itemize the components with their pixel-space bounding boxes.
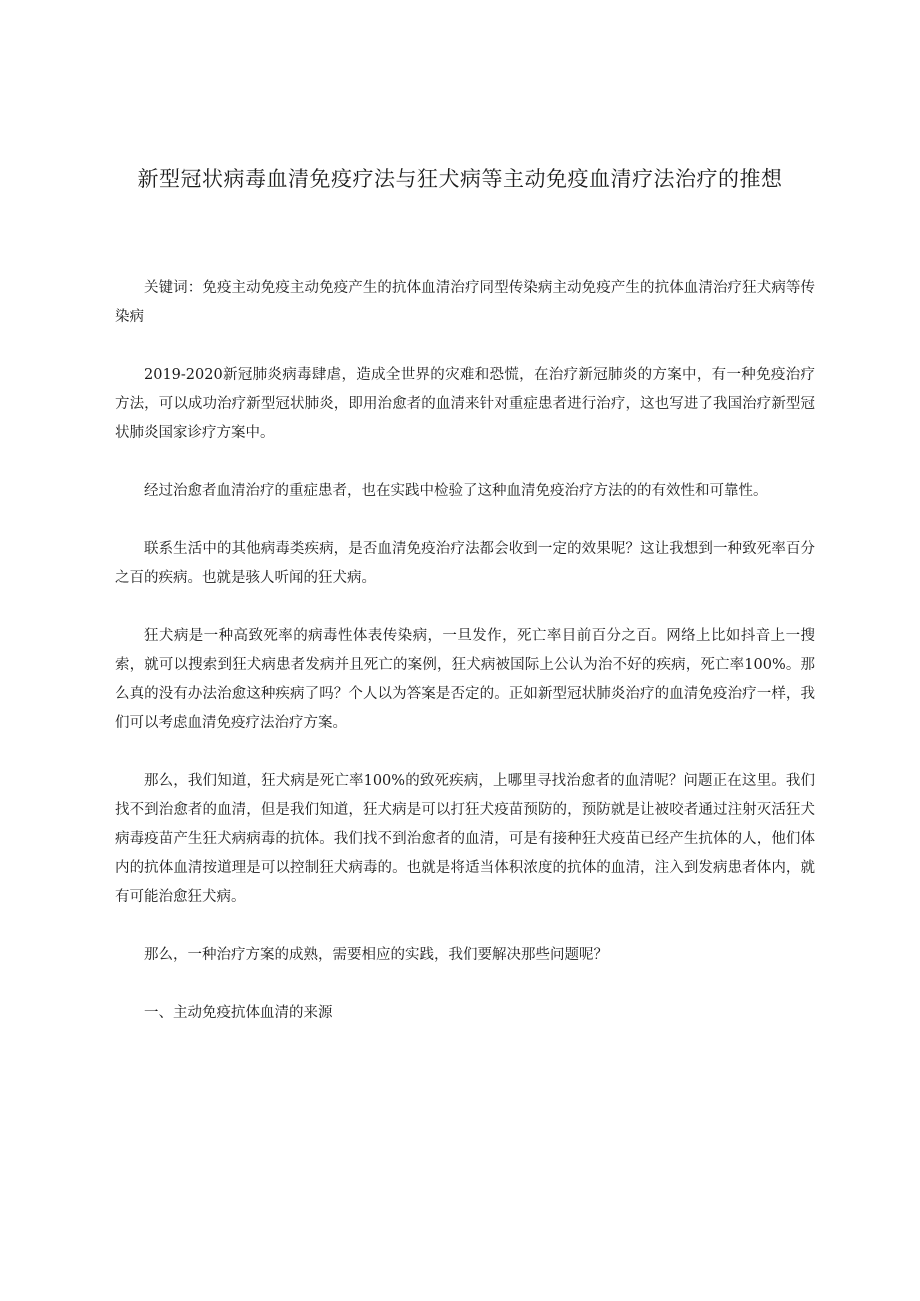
body-paragraph: 那么，一种治疗方案的成熟，需要相应的实践，我们要解决那些问题呢？ xyxy=(144,947,608,963)
body-paragraph: 狂犬病是一种高致死率的病毒性体表传染病，一旦发作，死亡率目前百分之百。网络上比如抖音上一搜索，就可以搜索到狂犬病患者发病并且死亡的案例，狂犬病被国际上公认为治不好的疾病，死亡率100%。那么真的没有办法治愈这种疾病了吗？个人以为答案是否定的。正如新型冠状肺炎治疗的血清免疫治疗一样，我们可以考虑血清免疫疗法治疗方案。 xyxy=(115,628,815,731)
body-paragraph: 经过治愈者血清治疗的重症患者，也在实践中检验了这种血清免疫治疗方法的的有效性和可靠性。 xyxy=(144,483,768,499)
body-paragraph: 联系生活中的其他病毒类疾病，是否血清免疫治疗法都会收到一定的效果呢？这让我想到一种致死率百分之百的疾病。也就是骇人听闻的狂犬病。 xyxy=(115,541,815,586)
section-heading: 一、主动免疫抗体血清的来源 xyxy=(144,1005,333,1021)
body-paragraph: 那么，我们知道，狂犬病是死亡率100%的致死疾病，上哪里寻找治愈者的血清呢？问题正在这里。我们找不到治愈者的血清，但是我们知道，狂犬病是可以打狂犬疫苗预防的，预防就是让被咬者通过注射灭活狂犬病毒疫苗产生狂犬病病毒的抗体。我们找不到治愈者的血清，可是有接种狂犬疫苗已经产生抗体的人，他们体内的抗体血清按道理是可以控制狂犬病毒的。也就是将适当体积浓度的抗体的血清，注入到发病患者体内，就有可能治愈狂犬病。 xyxy=(115,773,815,905)
keywords-paragraph: 关键词：免疫主动免疫主动免疫产生的抗体血清治疗同型传染病主动免疫产生的抗体血清治疗狂犬病等传染病 xyxy=(115,280,815,325)
document-body xyxy=(115,274,815,1057)
document-title: 新型冠状病毒血清免疫疗法与狂犬病等主动免疫血清疗法治疗的推想 xyxy=(137,167,783,191)
body-paragraph: 2019-2020新冠肺炎病毒肆虐，造成全世界的灾难和恐慌，在治疗新冠肺炎的方案中，有一种免疫治疗方法，可以成功治疗新型冠状肺炎，即用治愈者的血清来针对重症患者进行治疗，这也写进了我国治疗新型冠状肺炎国家诊疗方案中。 xyxy=(115,367,815,441)
